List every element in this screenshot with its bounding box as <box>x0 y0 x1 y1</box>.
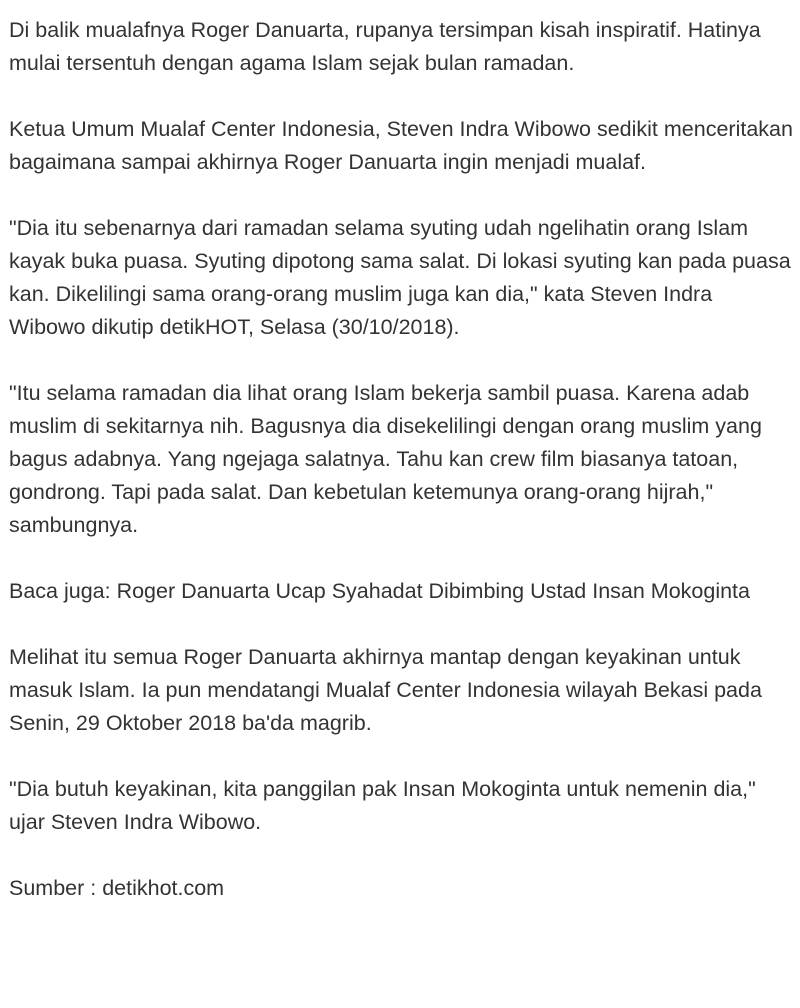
paragraph-ketua-umum: Ketua Umum Mualaf Center Indonesia, Steven Indra Wibowo sedikit menceritakan bagaimana sampai akhirnya Roger Danuarta ingin menjadi mualaf. <box>9 117 793 174</box>
paragraph-baca-juga: Baca juga: Roger Danuarta Ucap Syahadat Dibimbing Ustad Insan Mokoginta <box>9 579 750 603</box>
paragraph-quote-keyakinan: "Dia butuh keyakinan, kita panggilan pak Insan Mokoginta untuk nemenin dia," ujar Steven Indra Wibowo. <box>9 777 756 834</box>
article-body <box>9 14 794 905</box>
paragraph-masuk-islam: Melihat itu semua Roger Danuarta akhirnya mantap dengan keyakinan untuk masuk Islam. Ia pun mendatangi Mualaf Center Indonesia wilayah Bekasi pada Senin, 29 Oktober 2018 ba'da magrib. <box>9 645 762 735</box>
paragraph-intro: Di balik mualafnya Roger Danuarta, rupanya tersimpan kisah inspiratif. Hatinya mulai tersentuh dengan agama Islam sejak bulan ramadan. <box>9 18 761 75</box>
paragraph-quote-ramadan: "Dia itu sebenarnya dari ramadan selama syuting udah ngelihatin orang Islam kayak buka puasa. Syuting dipotong sama salat. Di lokasi syuting kan pada puasa kan. Dikelilingi sama orang-orang muslim juga kan dia," kata Steven Indra Wibowo dikutip detikHOT, Selasa (30/10/2018). <box>9 216 791 339</box>
source-credit: Sumber : detikhot.com <box>9 876 225 900</box>
paragraph-quote-adab: "Itu selama ramadan dia lihat orang Islam bekerja sambil puasa. Karena adab muslim di sekitarnya nih. Bagusnya dia disekelilingi dengan orang muslim yang bagus adabnya. Yang ngejaga salatnya. Tahu kan crew film biasanya tatoan, gondrong. Tapi pada salat. Dan kebetulan ketemunya orang-orang hijrah," sambungnya. <box>9 381 762 537</box>
